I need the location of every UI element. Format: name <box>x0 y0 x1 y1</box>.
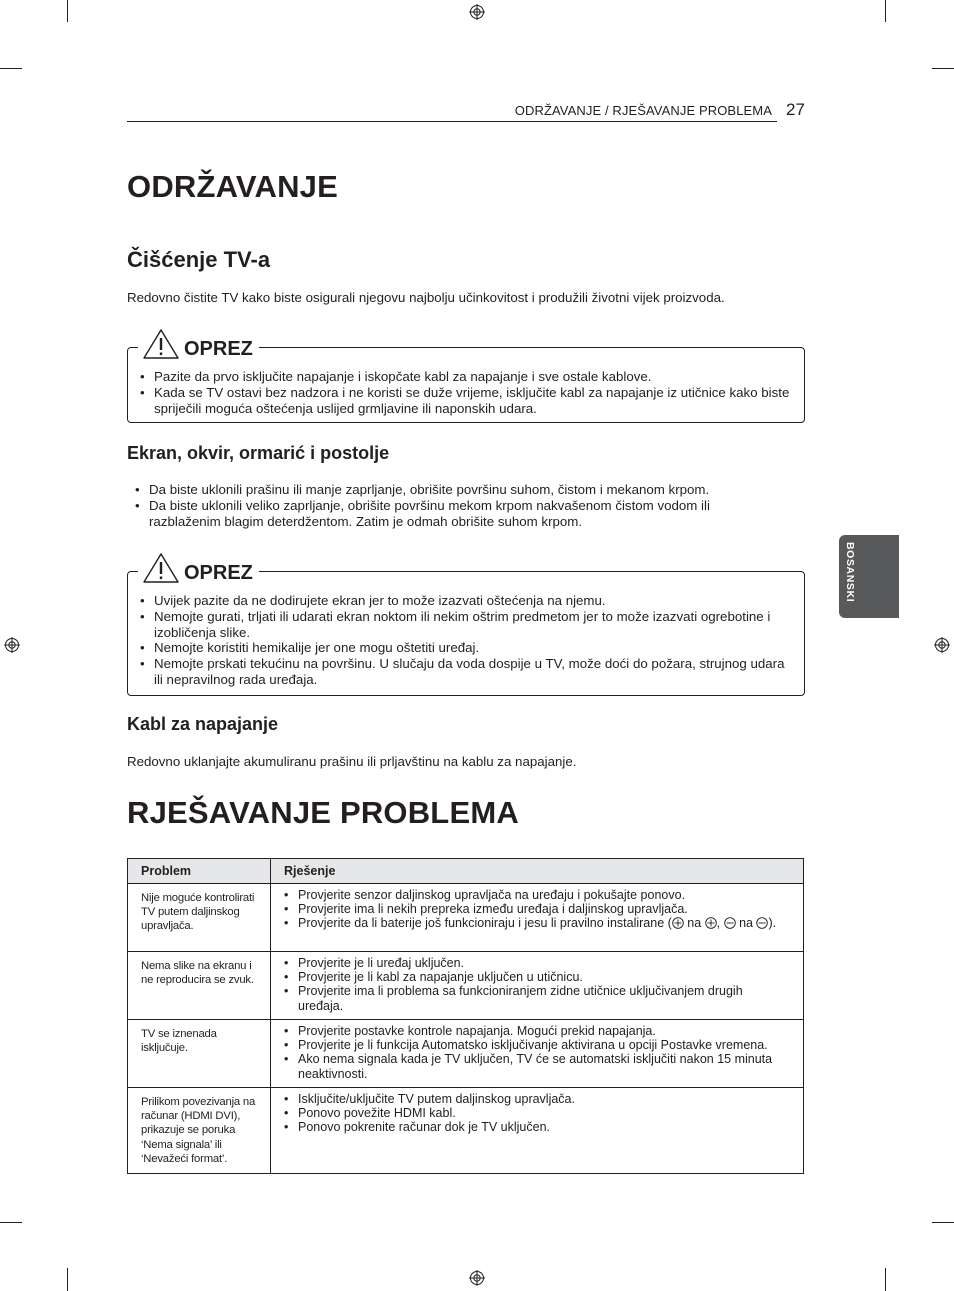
table-row <box>128 1020 804 1088</box>
caution-label: OPREZ <box>184 338 253 360</box>
battery-na-text: na <box>735 916 757 931</box>
language-tab <box>839 535 899 618</box>
list-item: • Nemojte koristiti hemikalije jer one mogu oštetiti uređaj. <box>140 640 792 656</box>
registration-mark-icon <box>934 637 950 653</box>
battery-separator: , <box>716 916 724 931</box>
list-item: • Pazite da prvo isključite napajanje i iskopčate kabl za napajanje i sve ostale kablove. <box>140 369 790 385</box>
battery-text: Provjerite da li baterije još funkcioniraju i jesu li pravilno instalirane ( <box>298 916 672 931</box>
solution-cell <box>271 952 804 1020</box>
caution-label: OPREZ <box>184 562 253 584</box>
minus-circle-icon <box>724 917 736 929</box>
list-item <box>284 916 790 930</box>
list-item: • Provjerite je li uređaj uključen. <box>284 956 790 970</box>
crop-mark <box>885 0 886 22</box>
table-row <box>128 884 804 952</box>
language-tab-label: BOSANSKI <box>844 542 856 603</box>
minus-circle-icon <box>756 917 768 929</box>
power-cable-text: Redovno uklanjajte akumuliranu prašinu ili prljavštinu na kablu za napajanje. <box>127 754 577 769</box>
warning-triangle-icon <box>142 552 180 584</box>
list-item: • Kada se TV ostavi bez nadzora i ne koristi se duže vrijeme, isključite kabl za napajanje iz utičnice kako biste spriječili moguća oštećenja uslijed grmljavine ili naponskih udara. <box>140 385 790 417</box>
crop-mark <box>67 1268 68 1291</box>
battery-na-text: na <box>683 916 705 931</box>
list-item: • Da biste uklonili veliko zaprljanje, obrišite površinu mekom krpom nakvašenom čistom vodom ili razblaženim blagim deterdžentom. Zatim je odmah obrišite suhom krpom. <box>135 498 775 530</box>
crop-mark <box>67 0 68 22</box>
screen-cleaning-list <box>135 482 775 529</box>
list-item: • Provjerite ima li problema sa funkcioniranjem zidne utičnice uključivanjem drugih uređaja. <box>284 984 790 1012</box>
list-item: • Provjerite je li kabl za napajanje uključen u utičnicu. <box>284 970 790 984</box>
solution-list <box>284 888 790 931</box>
list-item: • Da biste uklonili prašinu ili manje zaprljanje, obrišite površinu suhom, čistom i mekanom krpom. <box>135 482 775 498</box>
crop-mark <box>932 1222 954 1223</box>
list-item: • Ponovo pokrenite računar dok je TV uključen. <box>284 1120 790 1134</box>
table-header-row <box>128 859 804 884</box>
subsection-title-cleaning: Čišćenje TV-a <box>127 247 271 272</box>
list-item: • Provjerite je li funkcija Automatsko isključivanje aktivirana u opciji Postavke vremena. <box>284 1038 790 1052</box>
solution-cell <box>271 1020 804 1088</box>
caution-box <box>127 562 805 696</box>
list-item: • Uvijek pazite da ne dodirujete ekran jer to može izazvati oštećenja na njemu. <box>140 593 792 609</box>
running-header: ODRŽAVANJE / RJEŠAVANJE PROBLEMA <box>514 103 772 118</box>
cleaning-intro: Redovno čistite TV kako biste osigurali njegovu najbolju učinkovitost i produžili životni vijek proizvoda. <box>127 290 725 305</box>
crop-mark <box>0 1222 22 1223</box>
solution-cell <box>271 1088 804 1174</box>
registration-mark-icon <box>469 4 485 20</box>
section-title-maintenance: ODRŽAVANJE <box>127 169 338 204</box>
caution-header <box>138 550 259 584</box>
warning-triangle-icon <box>142 328 180 360</box>
list-item: • Nemojte prskati tekućinu na površinu. U slučaju da voda dospije u TV, može doći do požara, strujnog udara ili nepravilnog rada uređaja. <box>140 656 792 688</box>
caution-header <box>138 326 259 360</box>
list-item: • Provjerite postavke kontrole napajanja. Mogući prekid napajanja. <box>284 1024 790 1038</box>
list-item: • Ako nema signala kada je TV uključen, TV će se automatski isključiti nakon 15 minuta neaktivnosti. <box>284 1052 790 1080</box>
table-row <box>128 1088 804 1174</box>
solution-cell <box>271 884 804 952</box>
section-title-troubleshooting: RJEŠAVANJE PROBLEMA <box>127 795 519 830</box>
list-item: • Provjerite senzor daljinskog upravljača na uređaju i pokušajte ponovo. <box>284 888 790 902</box>
column-header-problem: Problem <box>128 859 271 884</box>
list-item: • Isključite/uključite TV putem daljinskog upravljača. <box>284 1092 790 1106</box>
solution-list <box>284 956 790 1013</box>
registration-mark-icon <box>4 637 20 653</box>
table-row <box>128 952 804 1020</box>
column-header-solution: Rješenje <box>271 859 804 884</box>
battery-end: ). <box>768 916 777 931</box>
caution-list <box>140 593 792 688</box>
caution-box <box>127 338 805 423</box>
crop-mark <box>885 1268 886 1291</box>
registration-mark-icon <box>469 1270 485 1286</box>
subsection-title-screen: Ekran, okvir, ormarić i postolje <box>127 443 390 463</box>
header-divider <box>127 121 777 122</box>
problem-cell: Prilikom povezivanja na računar (HDMI DVI), prikazuje se poruka ‘Nema signala’ ili ‘Nevažeći format’. <box>128 1088 271 1174</box>
crop-mark <box>0 68 22 69</box>
list-item: • Nemojte gurati, trljati ili udarati ekran noktom ili nekim oštrim predmetom jer to može izazvati ogrebotine i izobličenja slike. <box>140 609 792 641</box>
troubleshooting-table <box>127 858 804 1174</box>
subsection-title-power-cable: Kabl za napajanje <box>127 714 279 734</box>
list-item: • Provjerite ima li nekih prepreka između uređaja i daljinskog upravljača. <box>284 902 790 916</box>
solution-list <box>284 1024 790 1081</box>
caution-list <box>140 369 790 416</box>
list-item: • Ponovo povežite HDMI kabl. <box>284 1106 790 1120</box>
solution-list <box>284 1092 790 1135</box>
page-number: 27 <box>786 100 805 119</box>
crop-mark <box>932 68 954 69</box>
plus-circle-icon <box>672 917 684 929</box>
problem-cell: Nema slike na ekranu i ne reproducira se zvuk. <box>128 952 271 1020</box>
problem-cell: Nije moguće kontrolirati TV putem daljinskog upravljača. <box>128 884 271 952</box>
problem-cell: TV se iznenada isključuje. <box>128 1020 271 1088</box>
plus-circle-icon <box>705 917 717 929</box>
